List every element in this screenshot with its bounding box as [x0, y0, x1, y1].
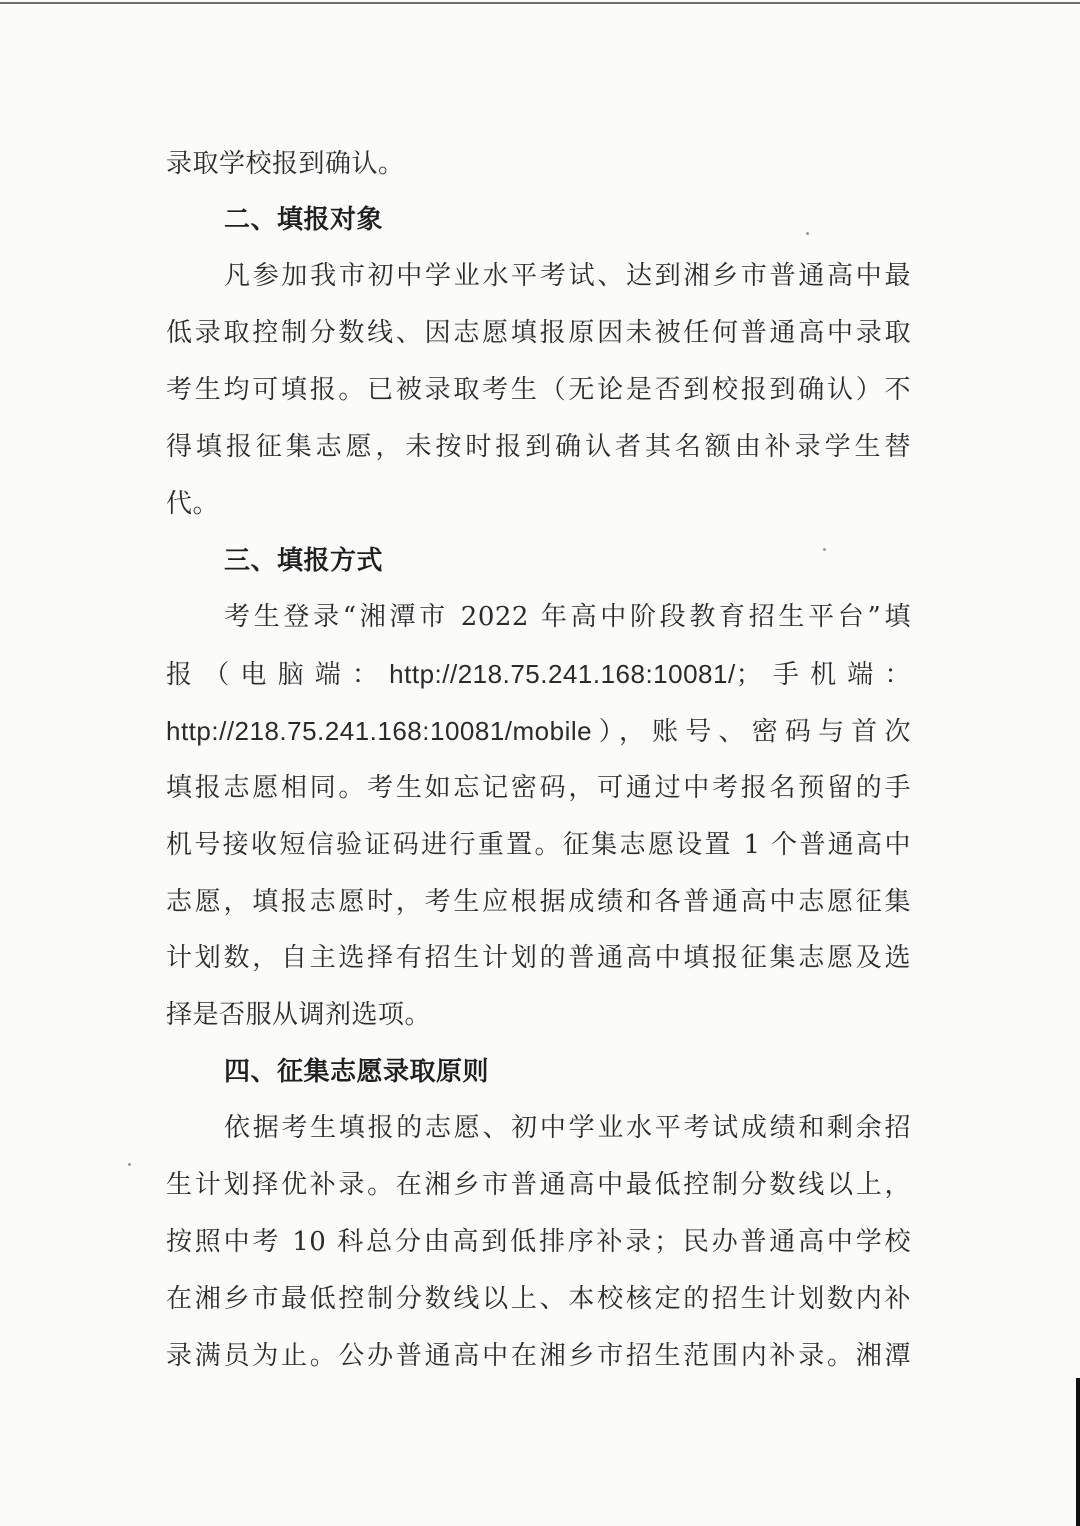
paragraph-line: 填报志愿相同。考生如忘记密码，可通过中考报名预留的手	[166, 773, 911, 803]
paragraph-line: 计划数，自主选择有招生计划的普通高中填报征集志愿及选	[166, 943, 911, 973]
paragraph-line: 录取学校报到确认。	[166, 149, 405, 179]
paragraph-line: 机号接收短信验证码进行重置。征集志愿设置 1 个普通高中	[166, 830, 911, 860]
paragraph-line: 低录取控制分数线、因志愿填报原因未被任何普通高中录取	[166, 318, 911, 348]
paragraph-line: 志愿，填报志愿时，考生应根据成绩和各普通高中志愿征集	[166, 887, 911, 917]
paragraph-line-url: 报（电脑端：http://218.75.241.168:10081/；手机端：	[166, 659, 911, 689]
paragraph-line: 代。	[166, 489, 220, 519]
paragraph-line: 录满员为止。公办普通高中在湘乡市招生范围内补录。湘潭	[166, 1341, 911, 1371]
paragraph-line: 生计划择优补录。在湘乡市普通高中最低控制分数线以上，	[166, 1170, 911, 1200]
paragraph-line: 考生登录“湘潭市 2022 年高中阶段教育招生平台”填	[224, 602, 911, 632]
paragraph-line: 依据考生填报的志愿、初中学业水平考试成绩和剩余招	[224, 1113, 911, 1143]
paragraph-line: 择是否服从调剂选项。	[166, 1000, 432, 1030]
section-heading-method: 三、填报方式	[224, 546, 384, 576]
paragraph-line: 得填报征集志愿，未按时报到确认者其名额由补录学生替	[166, 432, 911, 462]
paragraph-line: 考生均可填报。已被录取考生（无论是否到校报到确认）不	[166, 375, 911, 405]
section-heading-admission: 四、征集志愿录取原则	[224, 1057, 490, 1087]
section-heading-targets: 二、填报对象	[224, 205, 384, 235]
paragraph-line-url: http://218.75.241.168:10081/mobile），账号、密码与首次	[166, 716, 911, 746]
paragraph-line: 按照中考 10 科总分由高到低排序补录；民办普通高中学校	[166, 1227, 911, 1257]
paragraph-line: 在湘乡市最低控制分数线以上、本校核定的招生计划数内补	[166, 1284, 911, 1314]
paragraph-line: 凡参加我市初中学业水平考试、达到湘乡市普通高中最	[224, 261, 911, 291]
